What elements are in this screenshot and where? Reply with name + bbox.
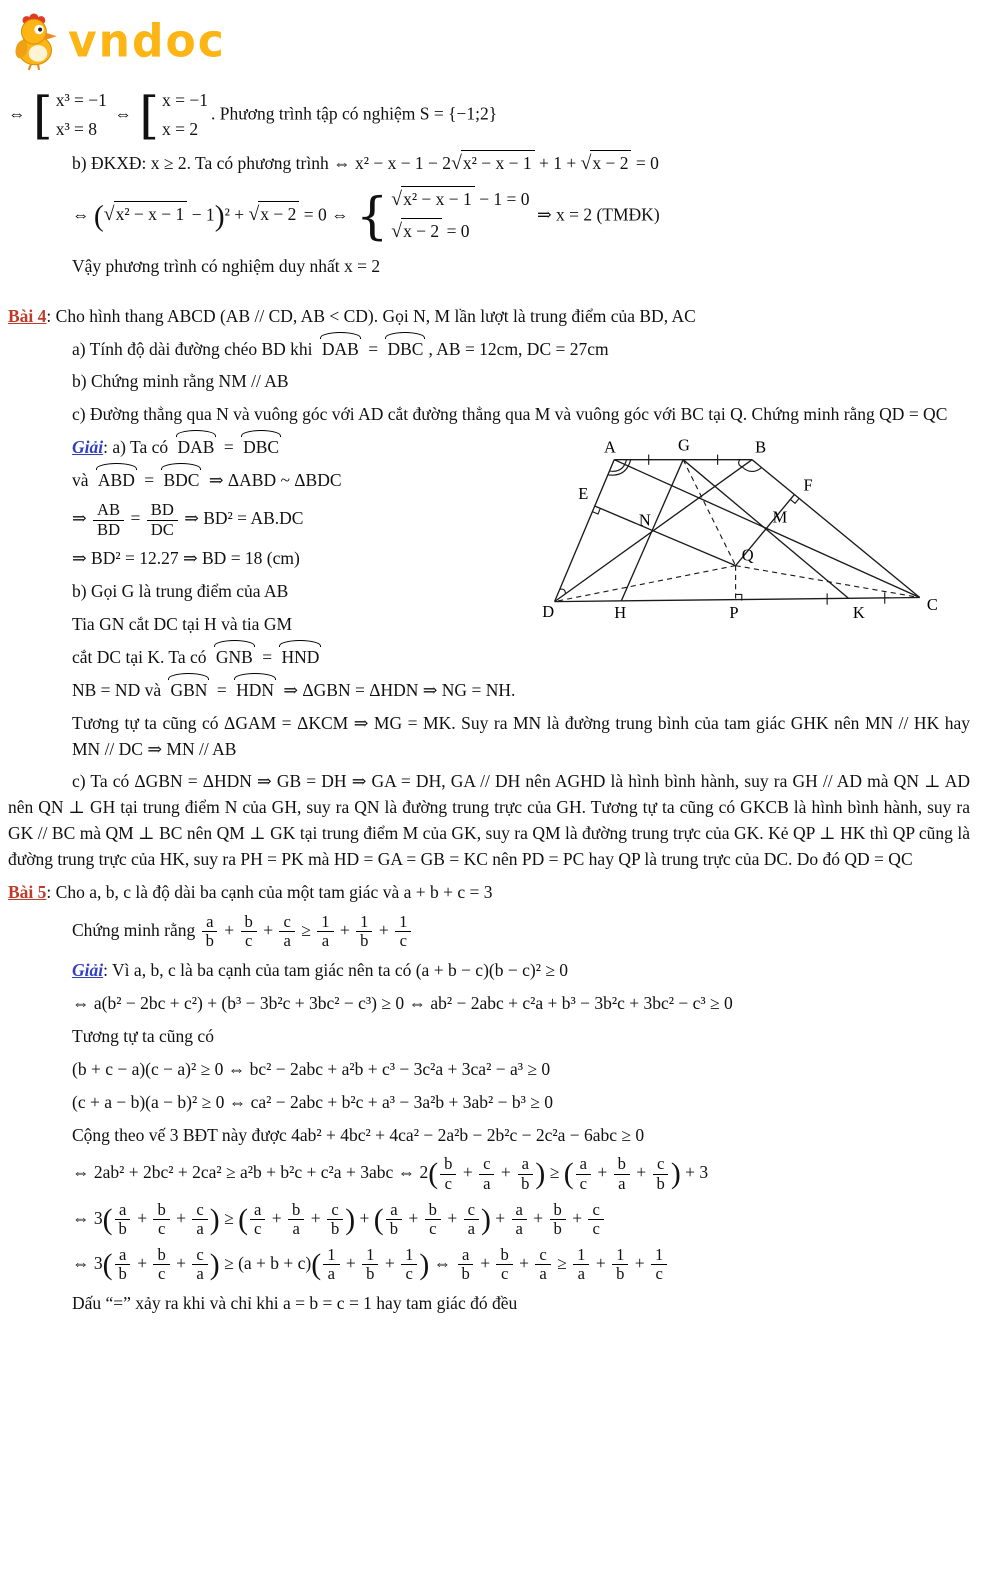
fraction: $\frac{a}{b}$: [386, 1201, 402, 1239]
fraction: $\frac{b}{c}$: [425, 1201, 441, 1239]
point-label-K: K: [852, 603, 865, 623]
fraction: $\frac{b}{c}$: [440, 1155, 456, 1193]
sqrt-radical: √ x − 2: [581, 150, 632, 179]
fraction: $\frac{b}{c}$: [241, 913, 257, 951]
fraction: $\frac{a}{b}$: [202, 913, 218, 951]
fraction: $\frac{1}{a}$: [323, 1246, 339, 1284]
fraction: $\frac{1}{b}$: [356, 913, 372, 951]
sqrt-radical: √ x² − x − 1: [451, 150, 535, 179]
angle-arc-symbol: DBC: [241, 435, 281, 461]
doc-line: Tương tự ta cũng có ΔGAM = ΔKCM ⇒ MG = MK. Suy ra MN là đường trung bình của tam giác GHK nên MN // HK hay MN // DC ⇒ MN // AB: [72, 712, 970, 759]
fraction: $\frac{c}{a}$: [192, 1201, 207, 1239]
doc-line: ⇔ 3( $\frac{a}{b}$ + $\frac{b}{c}$ + $\frac{c}{a}$ ) ≥ ( $\frac{a}{c}$ + $\frac{b}{a}$ + $\frac{c}{b}$ ) + ( $\frac{a}{b}$ + $\frac{b}{c}$ + $\frac{c}{a}$ ) + $\frac{a}{a}$ + $\frac{b}{b}$ + $\frac{c}{c}$: [72, 1201, 970, 1239]
trapezoid-diagram: [534, 435, 966, 651]
doc-line: (b + c − a)(c − a)² ≥ 0 ⇔ bc² − 2abc + a²b + c³ − 3c²a + 3ca² − a³ ≥ 0: [72, 1058, 551, 1079]
doc-line: c) Ta có ΔGBN = ΔHDN ⇒ GB = DH ⇒ GA = DH, GA // DH nên AGHD là hình bình hành, suy ra GH // AD mà QN ⊥ AD nên QN ⊥ GH tại trung điểm N của GH, suy ra QN là đường trung trực của GH. Tương tự ta cũng có GKCB là hình bình hành, suy ra GK // BC mà QM ⊥ BC nên QM ⊥ GK tại trung điểm M của GK, suy ra QM là đường trung trực của GK. Kẻ QP ⊥ HK thì QP cũng là đường trung trực của HK, suy ra PH = PK mà HD = GA = GB = KC nên PD = PC hay QP là trung trực của DC. Do đó QD = QC: [8, 771, 970, 870]
fraction: $\frac{1}{c}$: [401, 1246, 417, 1284]
doc-line: ⇔ [ x³ = −1 x³ = 8 ⇔ [ x = −1 x = 2 . Phương trình tập có nghiệm S = {−1;2}: [8, 85, 498, 145]
fraction: $\frac{a}{a}$: [512, 1201, 527, 1239]
angle-arc-symbol: HDN: [234, 678, 276, 704]
doc-line: Tương tự ta cũng có: [72, 1025, 214, 1046]
fraction: $\frac{c}{b}$: [653, 1155, 669, 1193]
fraction: $\frac{b}{b}$: [550, 1201, 566, 1239]
doc-line: Bài 4: Cho hình thang ABCD (AB // CD, AB < CD). Gọi N, M lần lượt là trung điểm của BD, AC: [8, 305, 696, 326]
doc-line: và ABD = BDC ⇒ ΔABD ~ ΔBDC: [72, 468, 970, 494]
fraction: $\frac{1}{c}$: [651, 1246, 667, 1284]
fraction: $\frac{c}{b}$: [327, 1201, 343, 1239]
angle-arc-symbol: DAB: [320, 337, 361, 363]
fraction: $\frac{AB}{BD}$: [93, 501, 124, 539]
point-label-H: H: [614, 603, 627, 623]
doc-line: Giải: a) Ta có DAB = DBC: [72, 435, 970, 461]
fraction: $\frac{a}{c}$: [250, 1201, 265, 1239]
fraction: $\frac{1}{b}$: [362, 1246, 378, 1284]
point-label-C: C: [926, 595, 938, 615]
point-label-F: F: [803, 475, 813, 495]
doc-line: Bài 5: Cho a, b, c là độ dài ba cạnh của một tam giác và a + b + c = 3: [8, 881, 493, 902]
point-label-M: M: [772, 507, 788, 527]
doc-line: Dấu “=” xảy ra khi và chỉ khi a = b = c = 1 hay tam giác đó đều: [72, 1293, 518, 1314]
doc-line: Vậy phương trình có nghiệm duy nhất x = 2: [72, 255, 381, 276]
fraction: $\frac{b}{a}$: [288, 1201, 304, 1239]
doc-line: b) Chứng minh rằng NM // AB: [72, 371, 289, 392]
doc-line: Cộng theo vế 3 BĐT này được 4ab² + 4bc² + 4ca² − 2a²b − 2b²c − 2c²a − 6abc ≥ 0: [72, 1124, 645, 1145]
fraction: $\frac{BD}{DC}$: [147, 501, 178, 539]
point-label-P: P: [729, 603, 739, 623]
solution-heading: Giải: [72, 960, 104, 981]
angle-arc-symbol: GNB: [214, 645, 255, 671]
figure-edges: [555, 460, 920, 602]
logo-chick-icon: [10, 13, 64, 71]
angle-arc-symbol: GBN: [168, 678, 209, 704]
document-body: [8, 85, 970, 1317]
doc-line: Giải: Vì a, b, c là ba cạnh của tam giác nên ta có (a + b − c)(b − c)² ≥ 0: [72, 960, 569, 981]
angle-arc-symbol: ABD: [96, 468, 137, 494]
sqrt-radical: √ x − 2: [391, 218, 442, 247]
angle-arc-symbol: HND: [279, 645, 321, 671]
angle-arc-symbol: BDC: [161, 468, 201, 494]
point-label-A: A: [603, 437, 616, 457]
fraction: $\frac{b}{a}$: [614, 1155, 630, 1193]
fraction: $\frac{b}{c}$: [496, 1246, 512, 1284]
problem-heading: Bài 4: [8, 305, 47, 326]
angle-arc-symbol: DAB: [176, 435, 217, 461]
doc-line: c) Đường thẳng qua N và vuông góc với AD cắt đường thẳng qua M và vuông góc với BC tại Q. Chứng minh rằng QD = QC: [72, 404, 948, 425]
point-label-D: D: [542, 602, 555, 622]
fraction: $\frac{1}{c}$: [395, 913, 411, 951]
point-label-B: B: [755, 437, 767, 457]
doc-line: ⇒ $\frac{AB}{BD}$ = $\frac{BD}{DC}$ ⇒ BD² = AB.DC: [72, 499, 304, 539]
doc-line: b) Gọi G là trung điểm của AB: [72, 581, 289, 602]
logo: [10, 10, 970, 74]
fraction: $\frac{a}{c}$: [576, 1155, 591, 1193]
fraction: $\frac{c}{c}$: [588, 1201, 603, 1239]
doc-line: NB = ND và GBN = HDN ⇒ ΔGBN = ΔHDN ⇒ NG = NH.: [72, 678, 970, 704]
sqrt-radical: √ x² − x − 1: [104, 201, 188, 230]
fraction: $\frac{a}{b}$: [458, 1246, 474, 1284]
fraction: $\frac{a}{b}$: [517, 1155, 533, 1193]
fraction: $\frac{1}{a}$: [573, 1246, 589, 1284]
doc-line: Tia GN cắt DC tại H và tia GM: [72, 613, 293, 634]
sqrt-radical: √ x − 2: [248, 201, 299, 230]
fraction: $\frac{1}{a}$: [317, 913, 333, 951]
figure-dashed-lines: [555, 460, 920, 602]
doc-line: ⇔ a(b² − 2bc + c²) + (b³ − 3b²c + 3bc² − c³) ≥ 0 ⇔ ab² − 2abc + c²a + b³ − 3b²c + 3bc² − c³ ≥ 0: [72, 992, 733, 1013]
fraction: $\frac{a}{b}$: [115, 1246, 131, 1284]
doc-line: ⇒ BD² = 12.27 ⇒ BD = 18 (cm): [72, 548, 300, 569]
equation-system: [ x = −1 x = 2: [139, 85, 208, 145]
doc-line: ⇔ ( √ x² − x − 1 − 1)² + √ x − 2 = 0 ⇔ { √ x² − x − 1 − 1 = 0 √ x − 2 = 0 ⇒ x = 2 (TMĐK): [72, 186, 660, 246]
geometry-figure: [534, 435, 966, 651]
fraction: $\frac{c}{a}$: [279, 913, 294, 951]
sqrt-radical: √ x² − x − 1: [391, 186, 475, 215]
angle-arc-symbol: DBC: [385, 337, 425, 363]
doc-line: (c + a − b)(a − b)² ≥ 0 ⇔ ca² − 2abc + b²c + a³ − 3a²b + 3ab² − b³ ≥ 0: [72, 1091, 554, 1112]
equation-system: [ x³ = −1 x³ = 8: [32, 85, 107, 145]
fraction: $\frac{1}{b}$: [612, 1246, 628, 1284]
logo-brand-text: vndoc: [68, 14, 226, 69]
solution-heading: Giải: [72, 437, 104, 458]
doc-line: ⇔ 3( $\frac{a}{b}$ + $\frac{b}{c}$ + $\frac{c}{a}$ ) ≥ (a + b + c)( $\frac{1}{a}$ + $\frac{1}{b}$ + $\frac{1}{c}$ ) ⇔ $\frac{a}{b}$ + $\frac{b}{c}$ + $\frac{c}{a}$ ≥ $\frac{1}{a}$ + $\frac{1}{b}$ + $\frac{1}{c}$: [72, 1246, 970, 1284]
fraction: $\frac{c}{a}$: [464, 1201, 479, 1239]
point-label-E: E: [578, 483, 589, 503]
fraction: $\frac{c}{a}$: [479, 1155, 494, 1193]
doc-line: cắt DC tại K. Ta có GNB = HND: [72, 645, 970, 671]
fraction: $\frac{b}{c}$: [153, 1201, 169, 1239]
fraction: $\frac{a}{b}$: [115, 1201, 131, 1239]
doc-line: ⇔ 2ab² + 2bc² + 2ca² ≥ a²b + b²c + c²a + 3abc ⇔ 2( $\frac{b}{c}$ + $\frac{c}{a}$ + $\frac{a}{b}$ ) ≥ ( $\frac{a}{c}$ + $\frac{b}{a}$ + $\frac{c}{b}$ ) + 3: [72, 1154, 709, 1194]
point-label-Q: Q: [741, 545, 754, 565]
point-label-G: G: [678, 435, 690, 455]
doc-line: b) ĐKXĐ: x ≥ 2. Ta có phương trình ⇔ x² − x − 1 − 2 √ x² − x − 1 + 1 + √ x − 2 = 0: [72, 150, 970, 179]
fraction: $\frac{c}{a}$: [192, 1246, 207, 1284]
doc-line: Chứng minh rằng $\frac{a}{b}$ + $\frac{b}{c}$ + $\frac{c}{a}$ ≥ $\frac{1}{a}$ + $\frac{1}{b}$ + $\frac{1}{c}$: [72, 913, 970, 951]
point-label-N: N: [638, 510, 651, 530]
fraction: $\frac{c}{a}$: [535, 1246, 550, 1284]
fraction: $\frac{b}{c}$: [153, 1246, 169, 1284]
equation-system: { √ x² − x − 1 − 1 = 0 √ x − 2 = 0: [356, 186, 530, 246]
problem-heading: Bài 5: [8, 881, 47, 902]
figure-angle-marks: [560, 455, 885, 605]
doc-line: a) Tính độ dài đường chéo BD khi DAB = DBC , AB = 12cm, DC = 27cm: [72, 337, 970, 363]
